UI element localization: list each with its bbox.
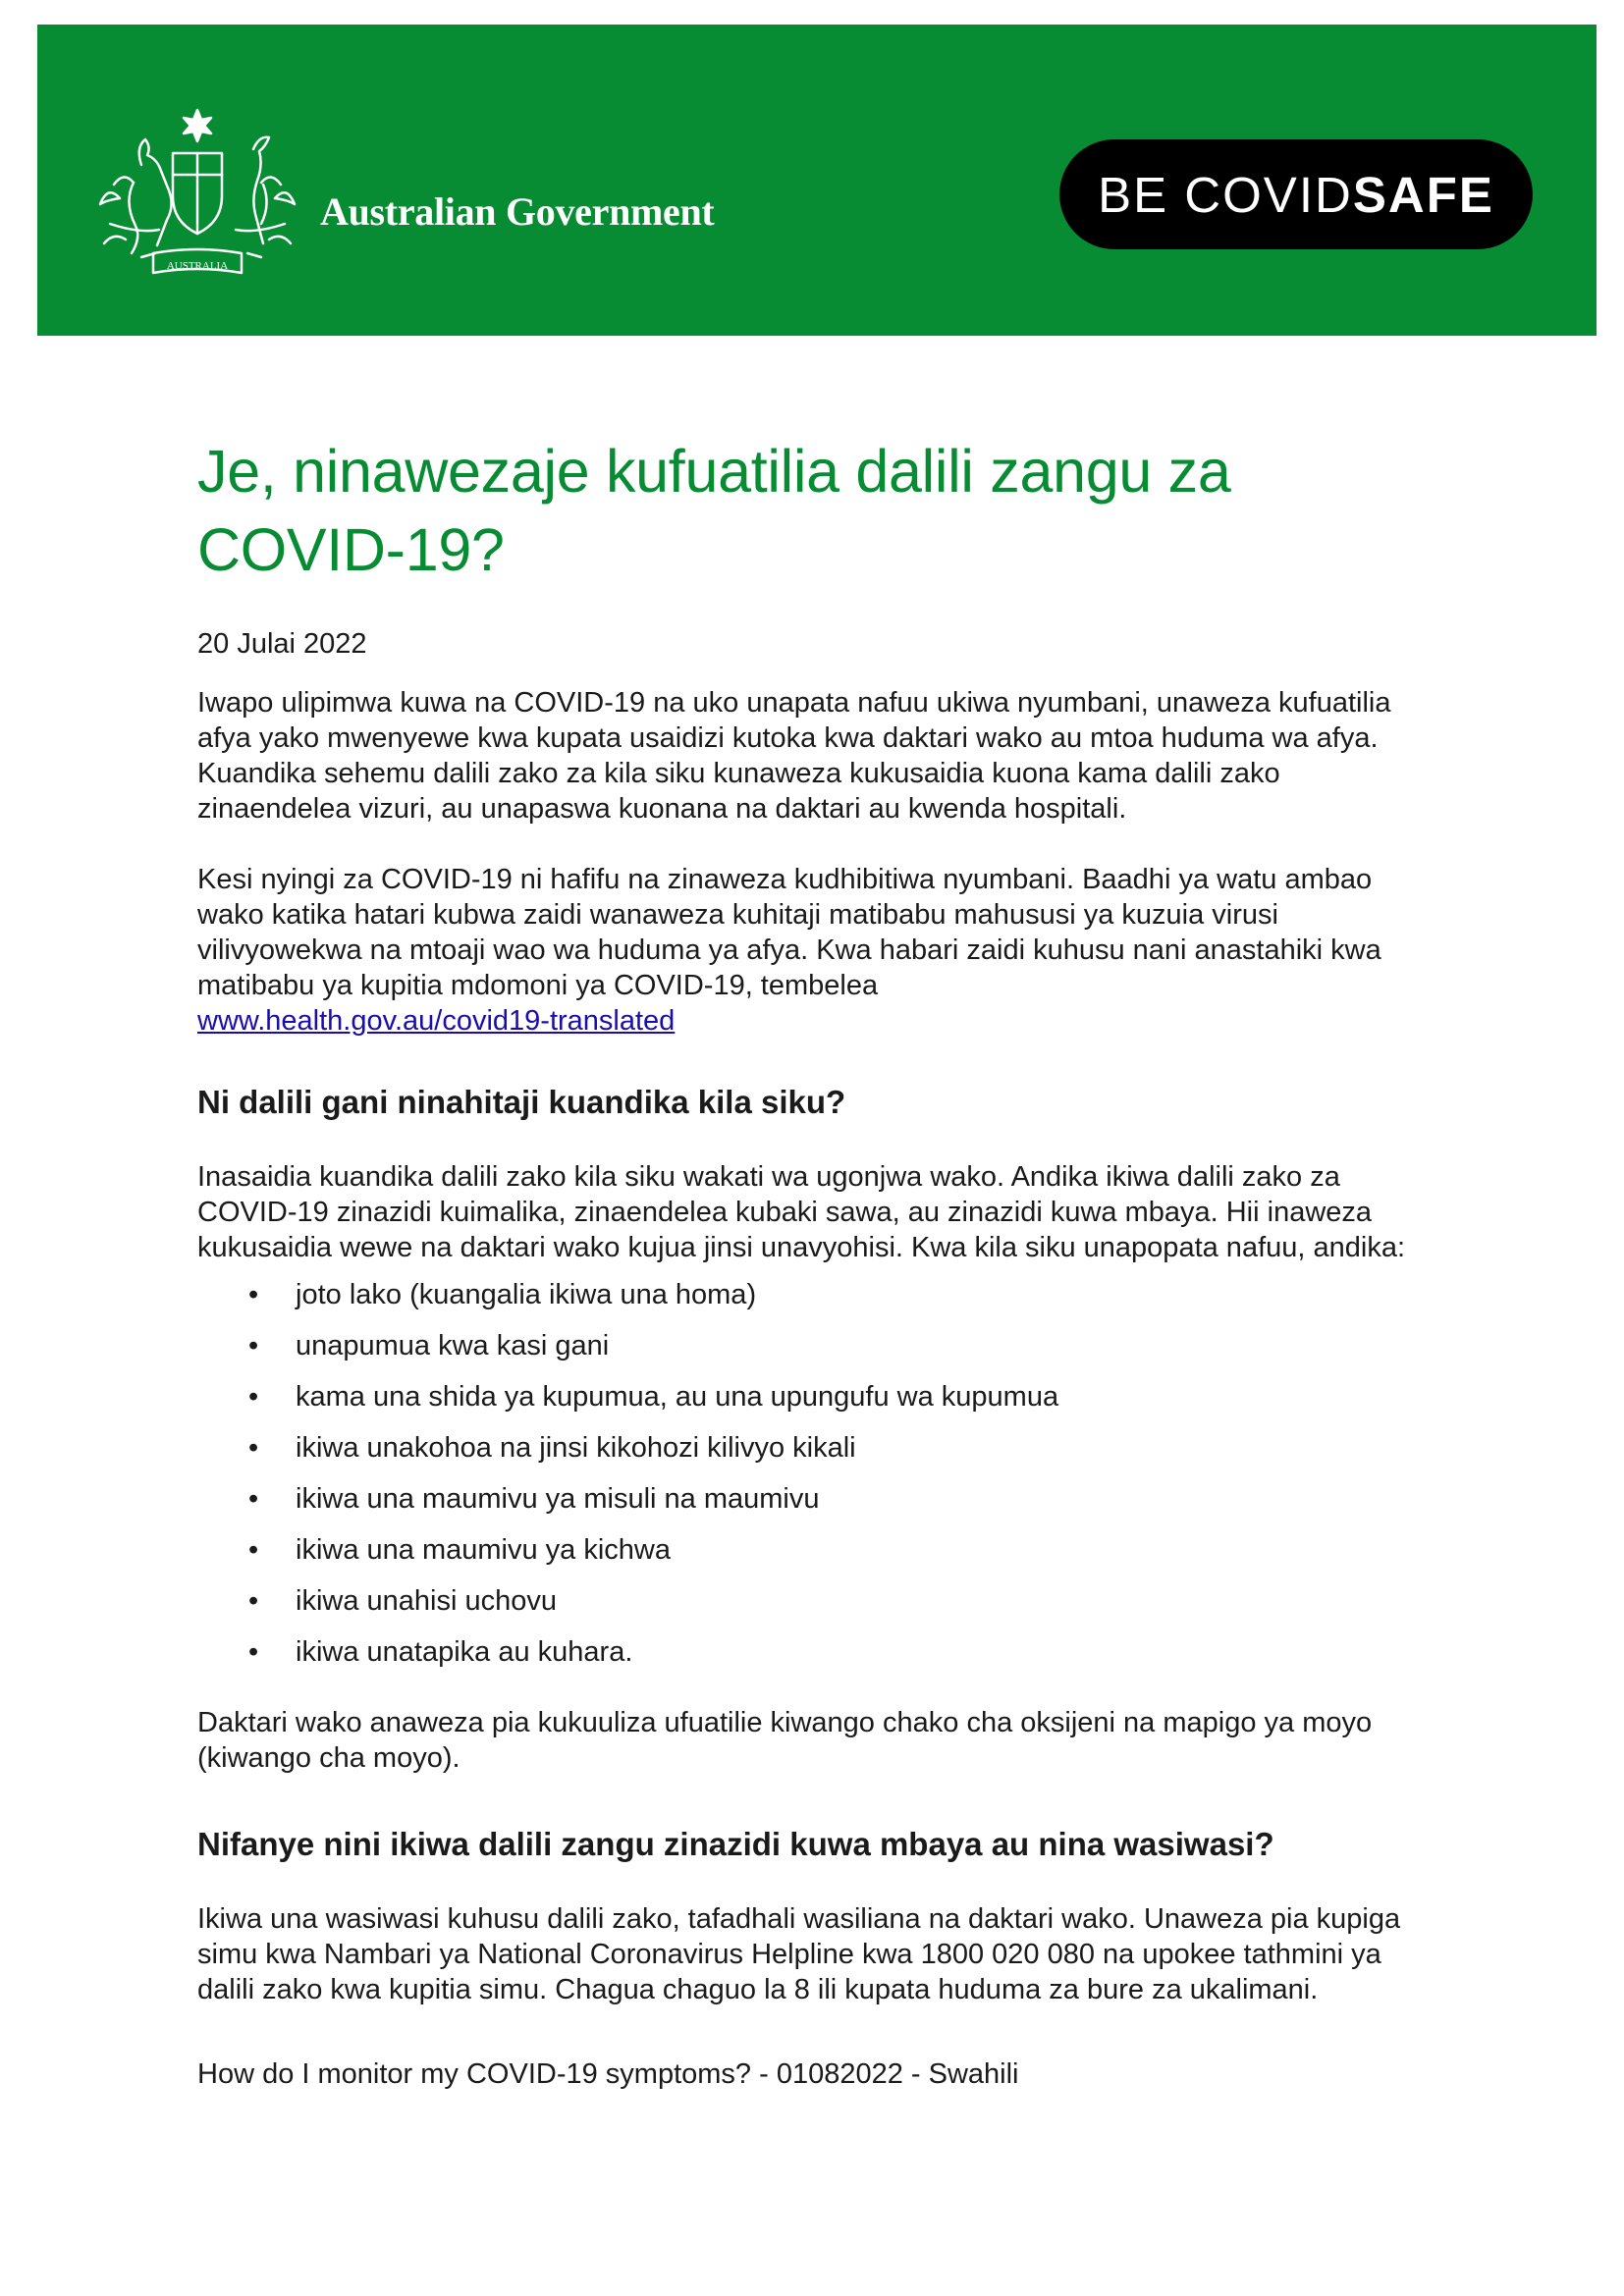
list-item: • ikiwa una maumivu ya kichwa [197, 1532, 1435, 1568]
section-heading-symptoms: Ni dalili gani ninahitaji kuandika kila siku? [197, 1084, 846, 1120]
health-translated-link[interactable]: www.health.gov.au/covid19-translated [197, 1005, 676, 1037]
list-item: • ikiwa unahisi uchovu [197, 1583, 1435, 1619]
list-item: • ikiwa una maumivu ya misuli na maumivu [197, 1481, 1435, 1517]
list-item: • ikiwa unatapika au kuhara. [197, 1634, 1435, 1670]
covidsafe-light-text: BE COVID [1098, 166, 1353, 223]
covidsafe-bold-text: SAFE [1352, 166, 1494, 223]
covidsafe-badge [1059, 139, 1533, 249]
coat-of-arms-icon [90, 106, 304, 285]
list-item: • ikiwa unakohoa na jinsi kikohozi kilivyo kikali [197, 1430, 1435, 1466]
oxygen-paragraph: Daktari wako anaweza pia kukuuliza ufuatilie kiwango chako cha oksijeni na mapigo ya moyo (kiwango cha moyo). [197, 1707, 1373, 1774]
treatment-paragraph [197, 862, 1435, 1039]
publish-date: 20 Julai 2022 [197, 628, 367, 660]
intro-paragraph: Iwapo ulipimwa kuwa na COVID-19 na uko unapata nafuu ukiwa nyumbani, unaweza kufuatilia afya yako mwenyewe kwa kupata usaidizi kutoka kwa daktari wako au mtoa huduma wa afya. Kuandika sehemu dalili zako za kila siku kunaweza kukusaidia kuona kama dalili zako zinaendelea vizuri, au unapaswa kuonana na daktari au kwenda hospitali. [197, 687, 1391, 825]
list-item: • joto lako (kuangalia ikiwa una homa) [197, 1277, 1435, 1312]
treatment-text: Kesi nyingi za COVID-19 ni hafifu na zinaweza kudhibitiwa nyumbani. Baadhi ya watu ambao wako katika hatari kubwa zaidi wanaweza kuhitaji matibabu mahususi ya kuzuia virusi vilivyowekwa na mtoaji wao wa huduma ya afya. Kwa habari zaidi kuhusu nani anastahiki kwa matibabu ya kupitia mdomoni ya COVID-19, tembelea [197, 864, 1381, 1001]
list-item: • kama una shida ya kupumua, au una upungufu wa kupumua [197, 1379, 1435, 1415]
svg-text:AUSTRALIA: AUSTRALIA [166, 260, 229, 272]
header-banner [37, 25, 1597, 336]
helpline-paragraph: Ikiwa una wasiwasi kuhusu dalili zako, tafadhali wasiliana na daktari wako. Unaweza pia kupiga simu kwa Nambari ya National Coronavirus Helpline kwa 1800 020 080 na upokee tathmini ya dalili zako kwa kupitia simu. Chagua chaguo la 8 ili kupata huduma za bure za ukalimani. [197, 1903, 1401, 2005]
list-item: • unapumua kwa kasi gani [197, 1328, 1435, 1363]
government-name: Australian Government [320, 189, 715, 234]
symptom-list [197, 1277, 1435, 1670]
page-title: Je, ninawezaje kufuatilia dalili zangu za COVID-19? [197, 438, 1231, 583]
document-body [197, 432, 1435, 2092]
section-heading-worse: Nifanye nini ikiwa dalili zangu zinazidi kuwa mbaya au nina wasiwasi? [197, 1826, 1274, 1862]
document-footer: How do I monitor my COVID-19 symptoms? - 01082022 - Swahili [197, 2058, 1019, 2090]
symptoms-paragraph: Inasaidia kuandika dalili zako kila siku wakati wa ugonjwa wako. Andika ikiwa dalili zako za COVID-19 zinazidi kuimalika, zinaendelea kubaki sawa, au zinazidi kuwa mbaya. Hii inaweza kukusaidia wewe na daktari wako kujua jinsi unavyohisi. Kwa kila siku unapopata nafuu, andika: [197, 1161, 1406, 1263]
